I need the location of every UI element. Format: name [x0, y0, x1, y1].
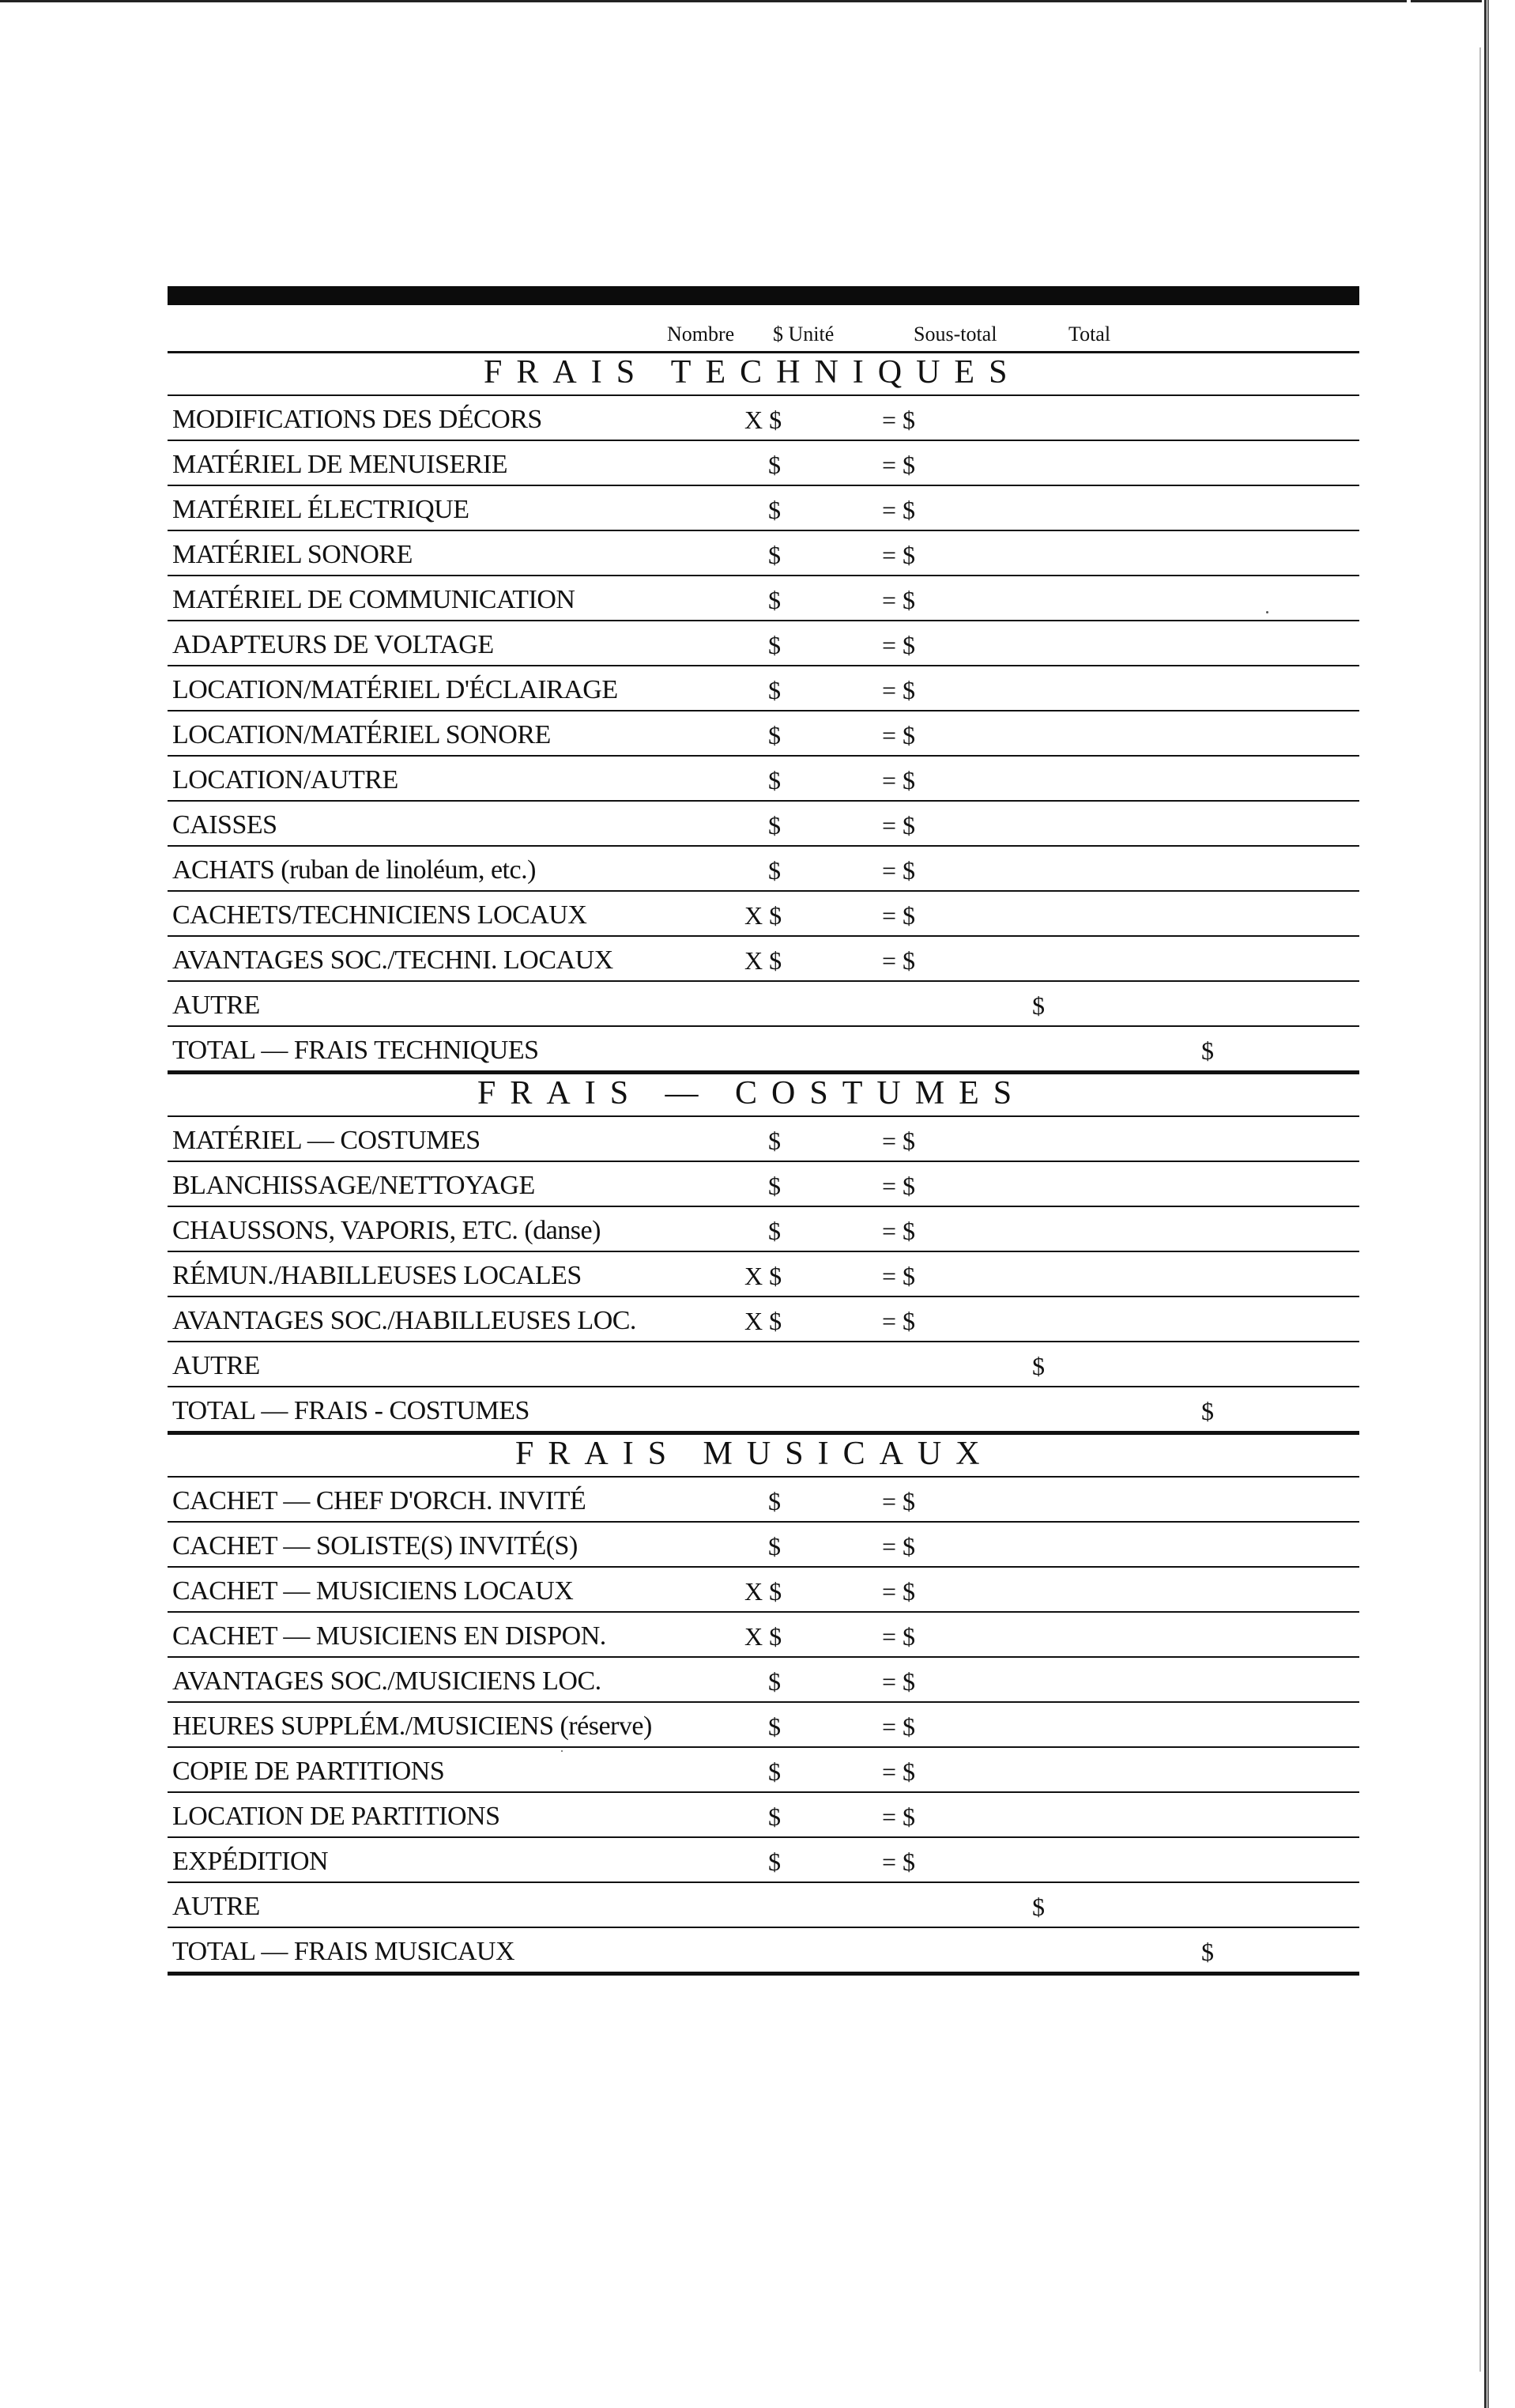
unit-price-field: X $ — [744, 1307, 782, 1335]
unit-price-field: $ — [768, 1532, 781, 1561]
subtotal-field: = $ — [882, 541, 916, 569]
line-item-label: CACHETS/TECHNICIENS LOCAUX — [172, 900, 587, 930]
unit-price-field: $ — [768, 541, 781, 569]
line-item-row — [168, 982, 1359, 1027]
subtotal-field: = $ — [882, 1307, 916, 1335]
subtotal-field: = $ — [882, 1127, 916, 1155]
header-nombre: Nombre — [667, 323, 735, 345]
line-item-row — [168, 1117, 1359, 1162]
unit-price-field: $ — [768, 676, 781, 704]
unit-price-field: $ — [768, 766, 781, 794]
page-top-rule — [1411, 0, 1482, 2]
budget-form — [168, 286, 1359, 1976]
line-item-label: CACHET — MUSICIENS EN DISPON. — [172, 1621, 606, 1651]
subtotal-field: = $ — [882, 1757, 916, 1786]
line-item-label: EXPÉDITION — [172, 1847, 329, 1876]
subtotal-field: = $ — [882, 451, 916, 479]
line-item-row — [168, 1207, 1359, 1252]
line-item-row — [168, 666, 1359, 711]
line-item-label: LOCATION DE PARTITIONS — [172, 1802, 500, 1831]
page-binding-edge — [1479, 47, 1481, 2372]
unit-price-field: X $ — [744, 1262, 782, 1290]
subtotal-field: = $ — [882, 586, 916, 614]
line-item-row — [168, 531, 1359, 576]
section-title-text: FRAIS — COSTUMES — [477, 1075, 1027, 1112]
subtotal-field: = $ — [882, 766, 916, 794]
line-item-label: MATÉRIEL ÉLECTRIQUE — [172, 495, 469, 524]
subtotal-field: = $ — [882, 406, 916, 434]
subtotal-field: = $ — [882, 856, 916, 885]
line-item-label: BLANCHISSAGE/NETTOYAGE — [172, 1171, 535, 1200]
line-item-label: TOTAL — FRAIS MUSICAUX — [172, 1937, 515, 1966]
line-item-label: ACHATS (ruban de linoléum, etc.) — [172, 855, 536, 885]
section-title — [168, 1074, 1359, 1117]
subtotal-field: $ — [1032, 991, 1045, 1020]
subtotal-field: = $ — [882, 1712, 916, 1741]
header-total: Total — [1068, 323, 1111, 345]
line-item-label: MATÉRIEL SONORE — [172, 540, 413, 569]
header-black-bar — [168, 286, 1359, 305]
total-field: $ — [1201, 1397, 1214, 1425]
unit-price-field: $ — [768, 721, 781, 749]
line-item-row — [168, 1523, 1359, 1568]
unit-price-field: $ — [768, 1127, 781, 1155]
line-item-row — [168, 1793, 1359, 1838]
line-item-row — [168, 1478, 1359, 1523]
subtotal-field: = $ — [882, 1217, 916, 1245]
unit-price-field: $ — [768, 451, 781, 479]
section-title-text: FRAIS TECHNIQUES — [484, 354, 1022, 391]
subtotal-field: = $ — [882, 901, 916, 930]
subtotal-field: = $ — [882, 496, 916, 524]
line-item-label: MATÉRIEL — COSTUMES — [172, 1126, 481, 1155]
line-item-label: CACHET — MUSICIENS LOCAUX — [172, 1576, 574, 1606]
line-item-label: CAISSES — [172, 810, 277, 840]
subtotal-field: = $ — [882, 1172, 916, 1200]
line-item-label: RÉMUN./HABILLEUSES LOCALES — [172, 1261, 582, 1290]
subtotal-field: = $ — [882, 1802, 916, 1831]
line-item-row — [168, 757, 1359, 802]
line-item-label: CACHET — CHEF D'ORCH. INVITÉ — [172, 1486, 586, 1515]
line-item-label: TOTAL — FRAIS TECHNIQUES — [172, 1036, 539, 1065]
subtotal-field: $ — [1032, 1893, 1045, 1921]
header-sous-total: Sous-total — [914, 323, 997, 345]
line-item-row — [168, 396, 1359, 441]
line-item-row — [168, 937, 1359, 982]
line-item-label: AUTRE — [172, 991, 260, 1020]
subtotal-field: = $ — [882, 946, 916, 975]
column-header-row — [168, 305, 1359, 353]
line-item-label: MODIFICATIONS DES DÉCORS — [172, 405, 542, 434]
unit-price-field: X $ — [744, 946, 782, 975]
line-item-row — [168, 1252, 1359, 1297]
line-item-row — [168, 1162, 1359, 1207]
line-item-row — [168, 1883, 1359, 1928]
unit-price-field: X $ — [744, 1577, 782, 1606]
unit-price-field: $ — [768, 1802, 781, 1831]
line-item-label: COPIE DE PARTITIONS — [172, 1757, 445, 1786]
unit-price-field: $ — [768, 631, 781, 659]
unit-price-field: $ — [768, 1757, 781, 1786]
line-item-label: ADAPTEURS DE VOLTAGE — [172, 630, 494, 659]
line-item-row — [168, 1658, 1359, 1703]
subtotal-field: = $ — [882, 1622, 916, 1651]
total-row — [168, 1387, 1359, 1435]
line-item-label: TOTAL — FRAIS - COSTUMES — [172, 1396, 529, 1425]
subtotal-field: = $ — [882, 811, 916, 840]
line-item-row — [168, 711, 1359, 757]
unit-price-field: $ — [768, 1217, 781, 1245]
line-item-row — [168, 892, 1359, 937]
unit-price-field: X $ — [744, 406, 782, 434]
subtotal-field: = $ — [882, 721, 916, 749]
unit-price-field: $ — [768, 1712, 781, 1741]
line-item-row — [168, 847, 1359, 892]
line-item-row — [168, 1613, 1359, 1658]
sections-container — [168, 353, 1359, 1976]
line-item-row — [168, 621, 1359, 666]
unit-price-field: $ — [768, 856, 781, 885]
unit-price-field: $ — [768, 1848, 781, 1876]
unit-price-field: $ — [768, 1667, 781, 1696]
subtotal-field: = $ — [882, 1667, 916, 1696]
subtotal-field: $ — [1032, 1352, 1045, 1380]
total-row — [168, 1928, 1359, 1976]
line-item-label: AVANTAGES SOC./TECHNI. LOCAUX — [172, 945, 613, 975]
total-field: $ — [1201, 1938, 1214, 1966]
line-item-label: HEURES SUPPLÉM./MUSICIENS (réserve) — [172, 1712, 652, 1741]
unit-price-field: X $ — [744, 901, 782, 930]
line-item-label: MATÉRIEL DE MENUISERIE — [172, 450, 508, 479]
line-item-label: AUTRE — [172, 1351, 260, 1380]
header-unite: $ Unité — [773, 323, 835, 345]
line-item-label: CHAUSSONS, VAPORIS, ETC. (danse) — [172, 1216, 601, 1245]
line-item-label: MATÉRIEL DE COMMUNICATION — [172, 585, 575, 614]
total-field: $ — [1201, 1036, 1214, 1065]
section-title — [168, 1435, 1359, 1478]
line-item-row — [168, 441, 1359, 486]
line-item-row — [168, 1748, 1359, 1793]
line-item-label: AUTRE — [172, 1892, 260, 1921]
unit-price-field: $ — [768, 496, 781, 524]
page-binding-edge — [1484, 0, 1489, 2408]
section-title-text: FRAIS MUSICAUX — [515, 1436, 994, 1472]
line-item-row — [168, 1297, 1359, 1342]
line-item-row — [168, 1342, 1359, 1387]
line-item-row — [168, 1838, 1359, 1883]
subtotal-field: = $ — [882, 631, 916, 659]
line-item-row — [168, 802, 1359, 847]
line-item-label: AVANTAGES SOC./MUSICIENS LOC. — [172, 1666, 601, 1696]
line-item-label: CACHET — SOLISTE(S) INVITÉ(S) — [172, 1531, 578, 1561]
unit-price-field: $ — [768, 586, 781, 614]
line-item-label: LOCATION/AUTRE — [172, 765, 398, 794]
line-item-label: LOCATION/MATÉRIEL SONORE — [172, 720, 551, 749]
unit-price-field: $ — [768, 811, 781, 840]
line-item-label: LOCATION/MATÉRIEL D'ÉCLAIRAGE — [172, 675, 618, 704]
unit-price-field: X $ — [744, 1622, 782, 1651]
line-item-row — [168, 486, 1359, 531]
section-title — [168, 353, 1359, 396]
line-item-row — [168, 1703, 1359, 1748]
unit-price-field: $ — [768, 1172, 781, 1200]
line-item-label: AVANTAGES SOC./HABILLEUSES LOC. — [172, 1306, 636, 1335]
subtotal-field: = $ — [882, 1848, 916, 1876]
page-top-rule — [0, 0, 1407, 2]
line-item-row — [168, 1568, 1359, 1613]
unit-price-field: $ — [768, 1487, 781, 1515]
subtotal-field: = $ — [882, 1487, 916, 1515]
subtotal-field: = $ — [882, 1577, 916, 1606]
subtotal-field: = $ — [882, 676, 916, 704]
total-row — [168, 1027, 1359, 1074]
subtotal-field: = $ — [882, 1262, 916, 1290]
line-item-row — [168, 576, 1359, 621]
subtotal-field: = $ — [882, 1532, 916, 1561]
